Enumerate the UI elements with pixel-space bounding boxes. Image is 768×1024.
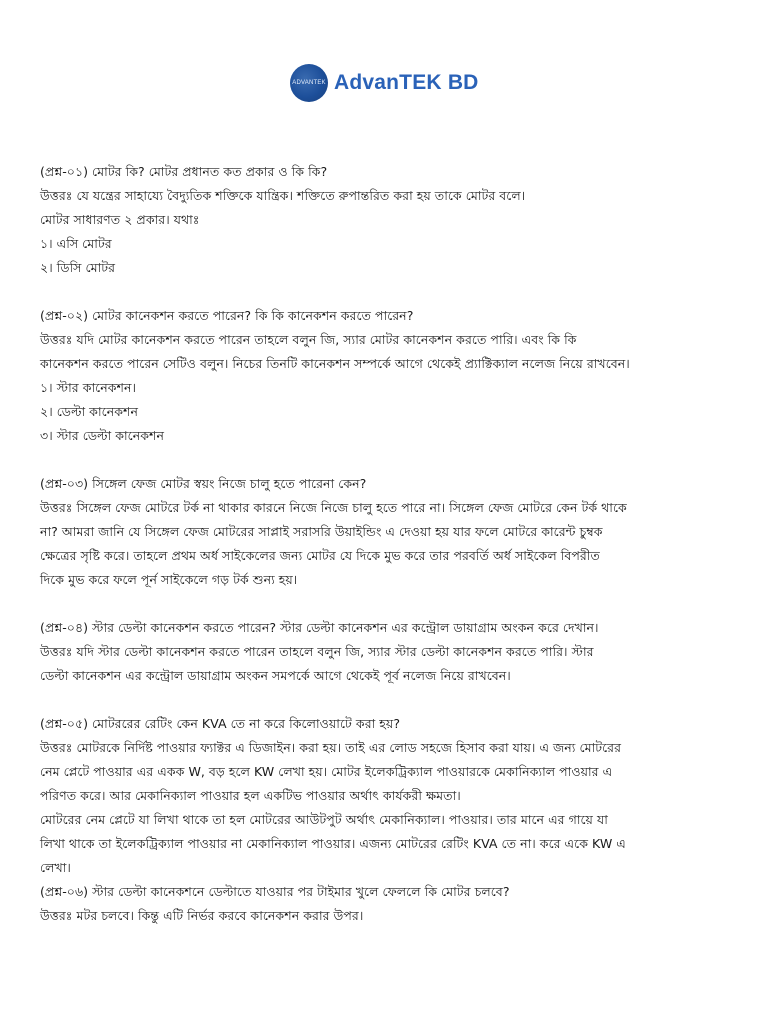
answer-5-line-5: লিখা থাকে তা ইলেকট্রিক্যাল পাওয়ার না মেকানিক্যাল পাওয়ার। এজন্য মোটরের রেটিং KVA তে না। করে একে KW এ [40,836,626,851]
question-1: (প্রশ্ন-০১) মোটর কি? মোটর প্রধানত কত প্রকার ও কি কি? [40,164,328,179]
answer-2-line-1: উত্তরঃ যদি মোটর কানেকশন করতে পারেন তাহলে বলুন জি, স্যার মোটর কানেকশন করতে পারি। এবং কি কি [40,332,577,347]
logo-mark-text: ADVANTEK [292,80,326,86]
answer-3-line-1: উত্তরঃ সিঙ্গেল ফেজ মোটরে টর্ক না থাকার কারনে নিজে নিজে চালু হতে পারে না। সিঙ্গেল ফেজ মোটরে কেন টর্ক থাকে [40,500,627,515]
answer-4-line-2: ডেল্টা কানেকশন এর কন্ট্রোল ডায়াগ্রাম অংকন সমপর্কে আগে থেকেই পূর্ব নলেজ নিয়ে রাখবেন। [40,668,511,683]
qa-block-1 [40,160,740,280]
list-item: ২। ডেল্টা কানেকশন [40,404,138,419]
answer-1-line-2: মোটর সাধারণত ২ প্রকার। যথাঃ [40,212,200,227]
answer-5-line-3: পরিণত করে। আর মেকানিক্যাল পাওয়ার হল একটিভ পাওয়ার অর্থাৎ কার্যকরী ক্ষমতা। [40,788,461,803]
answer-5-line-2: নেম প্লেটে পাওয়ার এর একক W, বড় হলে KW লেখা হয়। মোটর ইলেকট্রিক্যাল পাওয়ারকে মেকানিক্যাল পাওয়ার এ [40,764,613,779]
list-item: ৩। স্টার ডেল্টা কানেকশন [40,428,165,443]
answer-2-line-2: কানেকশন করতে পারেন সেটিও বলুন। নিচের তিনটি কানেকশন সম্পর্কে আগে থেকেই প্র্যাক্টিক্যাল নলেজ নিয়ে রাখবেন। [40,356,630,371]
answer-6: উত্তরঃ মটর চলবে। কিন্তু এটি নির্ভর করবে কানেকশন করার উপর। [40,908,364,923]
question-3: (প্রশ্ন-০৩) সিঙ্গেল ফেজ মোটর স্বয়ং নিজে চালু হতে পারেনা কেন? [40,476,367,491]
question-4: (প্রশ্ন-০৪) স্টার ডেল্টা কানেকশন করতে পারেন? স্টার ডেল্টা কানেকশন এর কন্ট্রোল ডায়াগ্রাম অংকন করে দেখান। [40,620,599,635]
question-2: (প্রশ্ন-০২) মোটর কানেকশন করতে পারেন? কি কি কানেকশন করতে পারেন? [40,308,414,323]
answer-1: উত্তরঃ যে যন্ত্রের সাহায্যে বৈদ্যুতিক শক্তিকে যান্ত্রিক। শক্তিতে রুপান্তরিত করা হয় তাকে মোটর বলে। [40,188,526,203]
list-item: ১। এসি মোটর [40,236,112,251]
answer-5-line-4: মোটরের নেম প্লেটে যা লিখা থাকে তা হল মোটরের আউটপুট অর্থাৎ মেকানিক্যাল। পাওয়ার। তার মানে এর গায়ে যা [40,812,608,827]
qa-block-2 [40,304,740,448]
brand-name: AdvanTEK BD [334,71,479,94]
answer-5-line-6: লেখা। [40,860,71,875]
question-6: (প্রশ্ন-০৬) স্টার ডেল্টা কানেকশনে ডেল্টাতে যাওয়ার পর টাইমার খুলে ফেললে কি মোটর চলবে? [40,884,510,899]
answer-3-line-4: দিকে মুভ করে ফলে পূর্ন সাইকেলে গড় টর্ক শুন্য হয়। [40,572,298,587]
list-item: ১। স্টার কানেকশন। [40,380,137,395]
qa-block-6 [40,880,740,928]
qa-block-5 [40,712,740,880]
question-5: (প্রশ্ন-০৫) মোটররের রেটিং কেন KVA তে না করে কিলোওয়াটে করা হয়? [40,716,400,731]
document-body [40,160,740,928]
logo-mark-icon [290,64,328,102]
list-item: ২। ডিসি মোটর [40,260,116,275]
brand-logo [290,64,479,102]
answer-3-line-3: ক্ষেত্রের সৃষ্টি করে। তাহলে প্রথম অর্ধ সাইকেলের জন্য মোটর যে দিকে মুভ করে তার পরবর্তি অর্ধ সাইকেল বিপরীত [40,548,600,563]
answer-4-line-1: উত্তরঃ যদি স্টার ডেল্টা কানেকশন করতে পারেন তাহলে বলুন জি, স্যার স্টার ডেল্টা কানেকশন করতে পারি। স্টার [40,644,594,659]
qa-block-3 [40,472,740,592]
answer-5-line-1: উত্তরঃ মোটরকে নির্দিষ্ট পাওয়ার ফ্যাক্টর এ ডিজাইন। করা হয়। তাই এর লোড সহজে হিসাব করা যায়। এ জন্য মোটরের [40,740,621,755]
qa-block-4 [40,616,740,688]
answer-3-line-2: না? আমরা জানি যে সিঙ্গেল ফেজ মোটরের সাপ্লাই সরাসরি উয়াইন্ডিং এ দেওয়া হয় যার ফলে মোটরে কারেন্ট চুম্বক [40,524,603,539]
